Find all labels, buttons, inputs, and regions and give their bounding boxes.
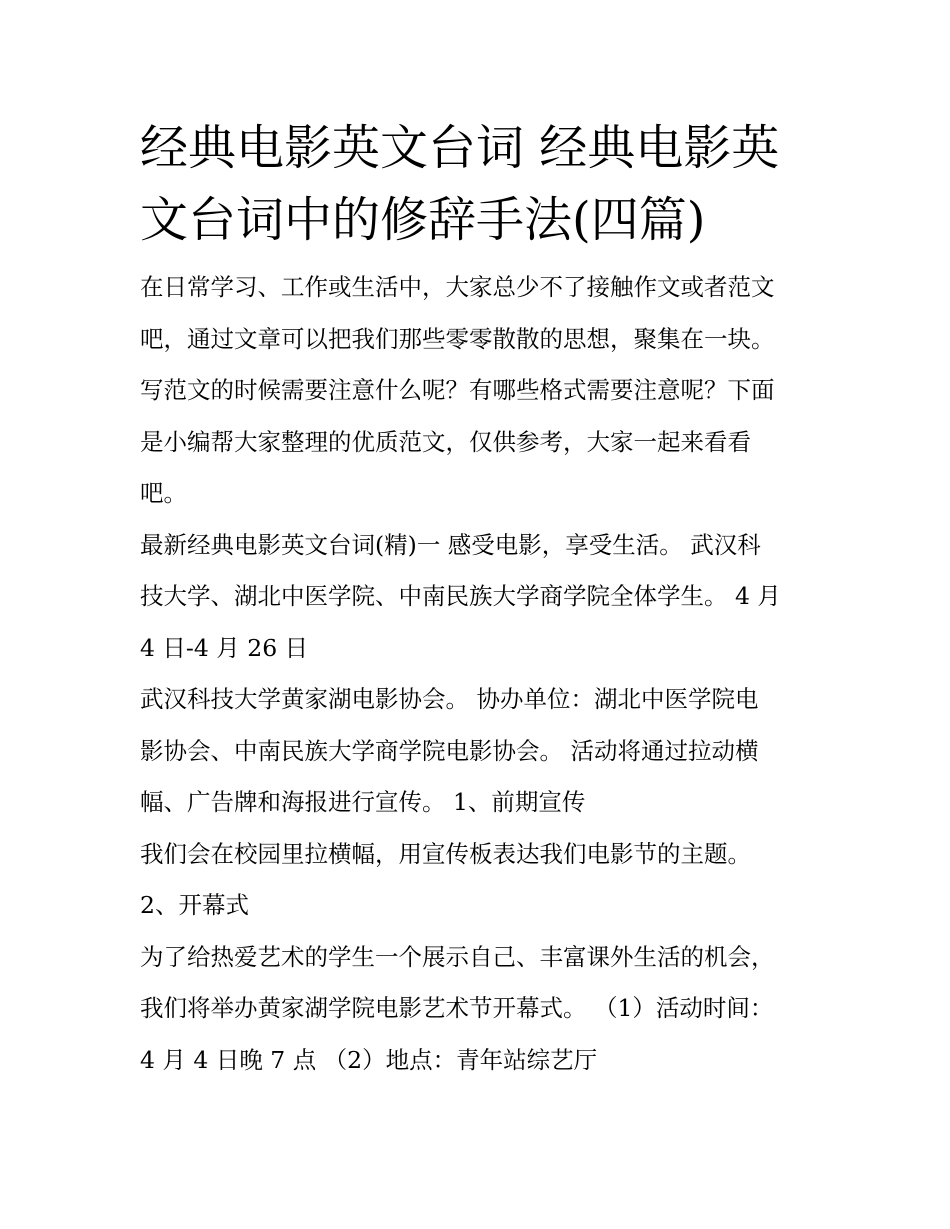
body-line: 最新经典电影英文台词(精)一 感受电影，享受生活。 武汉科 [140, 530, 761, 559]
body-line: 幅、广告牌和海报进行宣传。 1、前期宣传 [140, 788, 586, 816]
body-line: 影协会、中南民族大学商学院电影协会。 活动将通过拉动横 [140, 736, 759, 765]
body-line: 技大学、湖北中医学院、中南民族大学商学院全体学生。 4 月 [140, 582, 781, 610]
body-line: 我们将举办黄家湖学院电影艺术节开幕式。 （1）活动时间： [140, 994, 774, 1022]
body-line: 武汉科技大学黄家湖电影协会。 协办单位：湖北中医学院电 [140, 685, 759, 713]
body-line: 为了给热爱艺术的学生一个展示自己、丰富课外生活的机会， [140, 942, 775, 971]
body-line: 2、开幕式 [140, 891, 249, 919]
title-line-2: 文台词中的修辞手法(四篇) [140, 192, 706, 248]
body-line: 是小编帮大家整理的优质范文，仅供参考，大家一起来看看 [140, 427, 751, 456]
body-line: 4 月 4 日晚 7 点 （2）地点：青年站综艺厅 [140, 1045, 598, 1074]
body-line: 4 日-4 月 26 日 [140, 633, 309, 662]
body-line: 我们会在校园里拉横幅，用宣传板表达我们电影节的主题。 [140, 839, 751, 868]
document-body [140, 262, 820, 1086]
document-page [140, 112, 820, 1086]
body-line: 写范文的时候需要注意什么呢？有哪些格式需要注意呢？下面 [140, 376, 775, 404]
body-line: 吧。 [140, 479, 187, 507]
body-line: 在日常学习、工作或生活中，大家总少不了接触作文或者范文 [140, 273, 775, 301]
title-line-1: 经典电影英文台词 经典电影英 [140, 120, 780, 176]
body-line: 吧，通过文章可以把我们那些零零散散的思想，聚集在一块。 [140, 324, 775, 353]
document-title [140, 112, 820, 256]
